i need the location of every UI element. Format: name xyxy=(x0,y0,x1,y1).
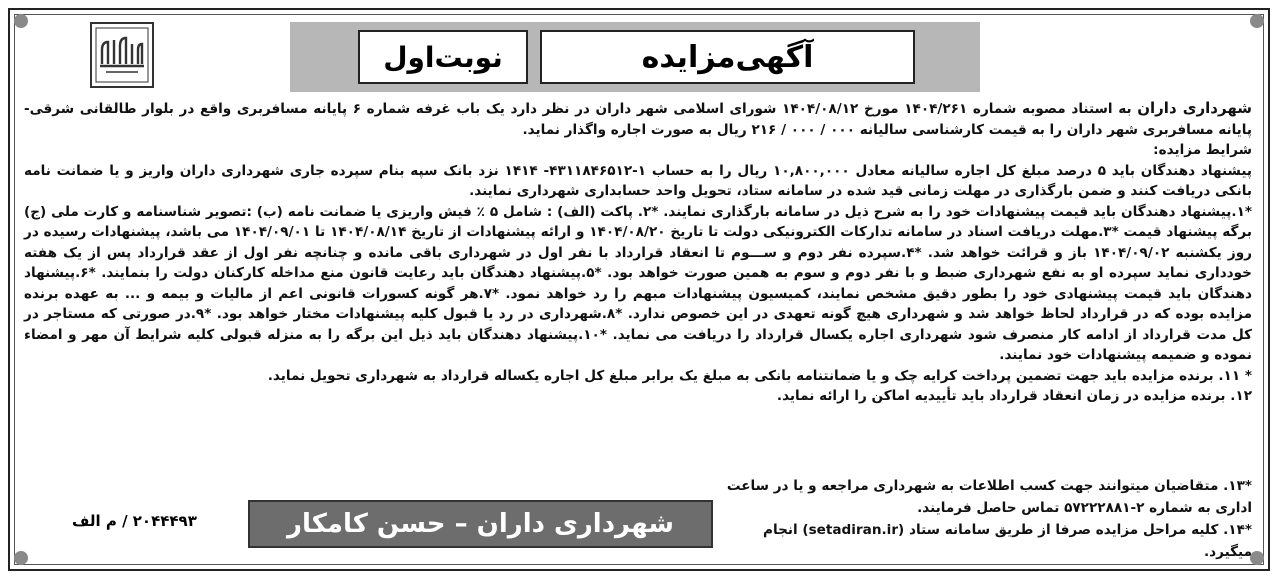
corner-dot xyxy=(1250,14,1264,28)
conditions-title: شرایط مزایده: xyxy=(1153,142,1252,158)
terms-paragraph: *۱.پیشنهاد دهندگان باید قیمت پیشنهادات خود را به شرح ذیل در سامانه بارگذاری نمایند. *۲. پاکت (الف) : شامل ۵ ٪ فیش واریزی یا ضمانت نامه (ب) :تصویر شناسنامه و کارت ملی (ج) برگه پیشنهاد قیمت *۳.مهلت دریافت اسناد در سامانه تدارکات الکترونیکی دولت تا تاریخ ۱۴۰۴/۰۸/۲۰ و ارائه پیشنهادات از تاریخ ۱۴۰۴/۰۸/۱۴ تا ۱۴۰۴/۰۹/۰۱ می باشد، پیشنهادات رسیده در روز یکشنبه ۱۴۰۴/۰۹/۰۲ باز و قرائت خواهد شد. *۴.سپرده نفر دوم و ســـوم تا انعقاد قرارداد با نفر اول در شهرداری باقی مانده و چنانچه نفر اول از عقد قرارداد پس از یک هفته خودداری نماید سپرده او به نفع شهرداری ضبط و با نفر دوم و سوم به همین صورت خواهد بود. *۵.پیشنهاد دهندگان باید رعایت قانون منع مداخله کارکنان دولت را بنمایند. *۶.پیشنهاد دهندگان باید قیمت پیشنهادی خود را بطور دقیق مشخص نمایند، کمیسیون پیشنهادات مبهم را رد خواهد نمود. *۷.هر گونه کسورات قانونی اعم از مالیات و بیمه و ... به عهده برنده مزایده بوده که در قرارداد لحاظ خواهد شد و شهرداری هیچ گونه تعهدی در این خصوص ندارد. *۸.شهرداری در رد یا قبول کلیه پیشنهادات مختار خواهد بود. *۹.در صورتی که مستاجر در کل مدت قرارداد از ادامه کار منصرف شود شهرداری اجاره یکسال قرارداد را دریافت می نماید. *۱۰.پیشنهاد دهندگان باید ذیل این برگه را به منزله قبولی کلیه شرایط آن مهر و امضاء نموده و ضمیمه پیشنهادات خود نمایند. xyxy=(24,203,1253,363)
deposit-paragraph: پیشنهاد دهندگان باید ۵ درصد مبلغ کل اجاره سالیانه معادل ۱۰,۸۰۰,۰۰۰ ریال را به حساب ۱-۴۳۱۱۸۴۶۵۱۲- ۱۴۱۴ نزد بانک سپه بنام سپرده جاری شهرداری داران واریز و یا ضمانت نامه بانکی دریافت کنند و ضمن بارگذاری در مهلت زمانی قید شده در سامانه ستاد، تحویل واحد حسابداری شهرداری نمایند. xyxy=(24,162,1252,199)
corner-dot xyxy=(14,14,28,28)
intro-paragraph xyxy=(24,98,1252,140)
item-13: *۱۳. متقاضیان میتوانند جهت کسب اطلاعات به شهرداری مراجعه و یا در ساعت اداری به شماره ۲-۵۷۲۲۲۸۸۱ تماس حاصل فرمایند. xyxy=(726,478,1252,516)
signature-banner: شهرداری داران – حسن کامکار xyxy=(248,500,713,548)
notice-title: آگهی‌مزایده xyxy=(540,30,915,84)
publication-code: ۲۰۴۴۴۹۳ / م الف xyxy=(72,512,197,530)
corner-dot xyxy=(14,551,28,565)
issuer-name: شهرداری داران xyxy=(1137,99,1252,117)
footer-items xyxy=(720,475,1252,563)
corner-dot xyxy=(1250,551,1264,565)
notice-turn: نوبت‌اول xyxy=(358,30,528,84)
item-14: *۱۴. کلیه مراحل مزایده صرفا از طریق سامانه ستاد (setadiran.ir) انجام میگیرد. xyxy=(763,522,1252,560)
intro-text: به استناد مصوبه شماره ۱۴۰۴/۲۶۱ مورخ ۱۴۰۴/۰۸/۱۲ شورای اسلامی شهر داران در نظر دارد یک باب غرفه شماره ۶ پایانه مسافربری واقع در بلوار طالقانی شرقی-پایانه مسافربری شهر داران را به قیمت کارشناسی سالیانه ۰۰۰ / ۰۰۰ / ۲۱۶ ریال به صورت اجاره واگذار نماید. xyxy=(24,101,1252,138)
item-11: * ۱۱. برنده مزایده باید جهت تضمین پرداخت کرایه چک و یا ضمانتنامه بانکی به مبلغ یک برابر مبلغ کل اجاره یکساله قرارداد به شهرداری تحویل نماید. xyxy=(267,367,1252,384)
municipality-logo-icon xyxy=(88,20,156,90)
notice-body xyxy=(24,98,1252,407)
item-12: ۱۲. برنده مزایده در زمان انعقاد قرارداد باید تأییدیه اماکن را ارائه نماید. xyxy=(776,388,1252,404)
